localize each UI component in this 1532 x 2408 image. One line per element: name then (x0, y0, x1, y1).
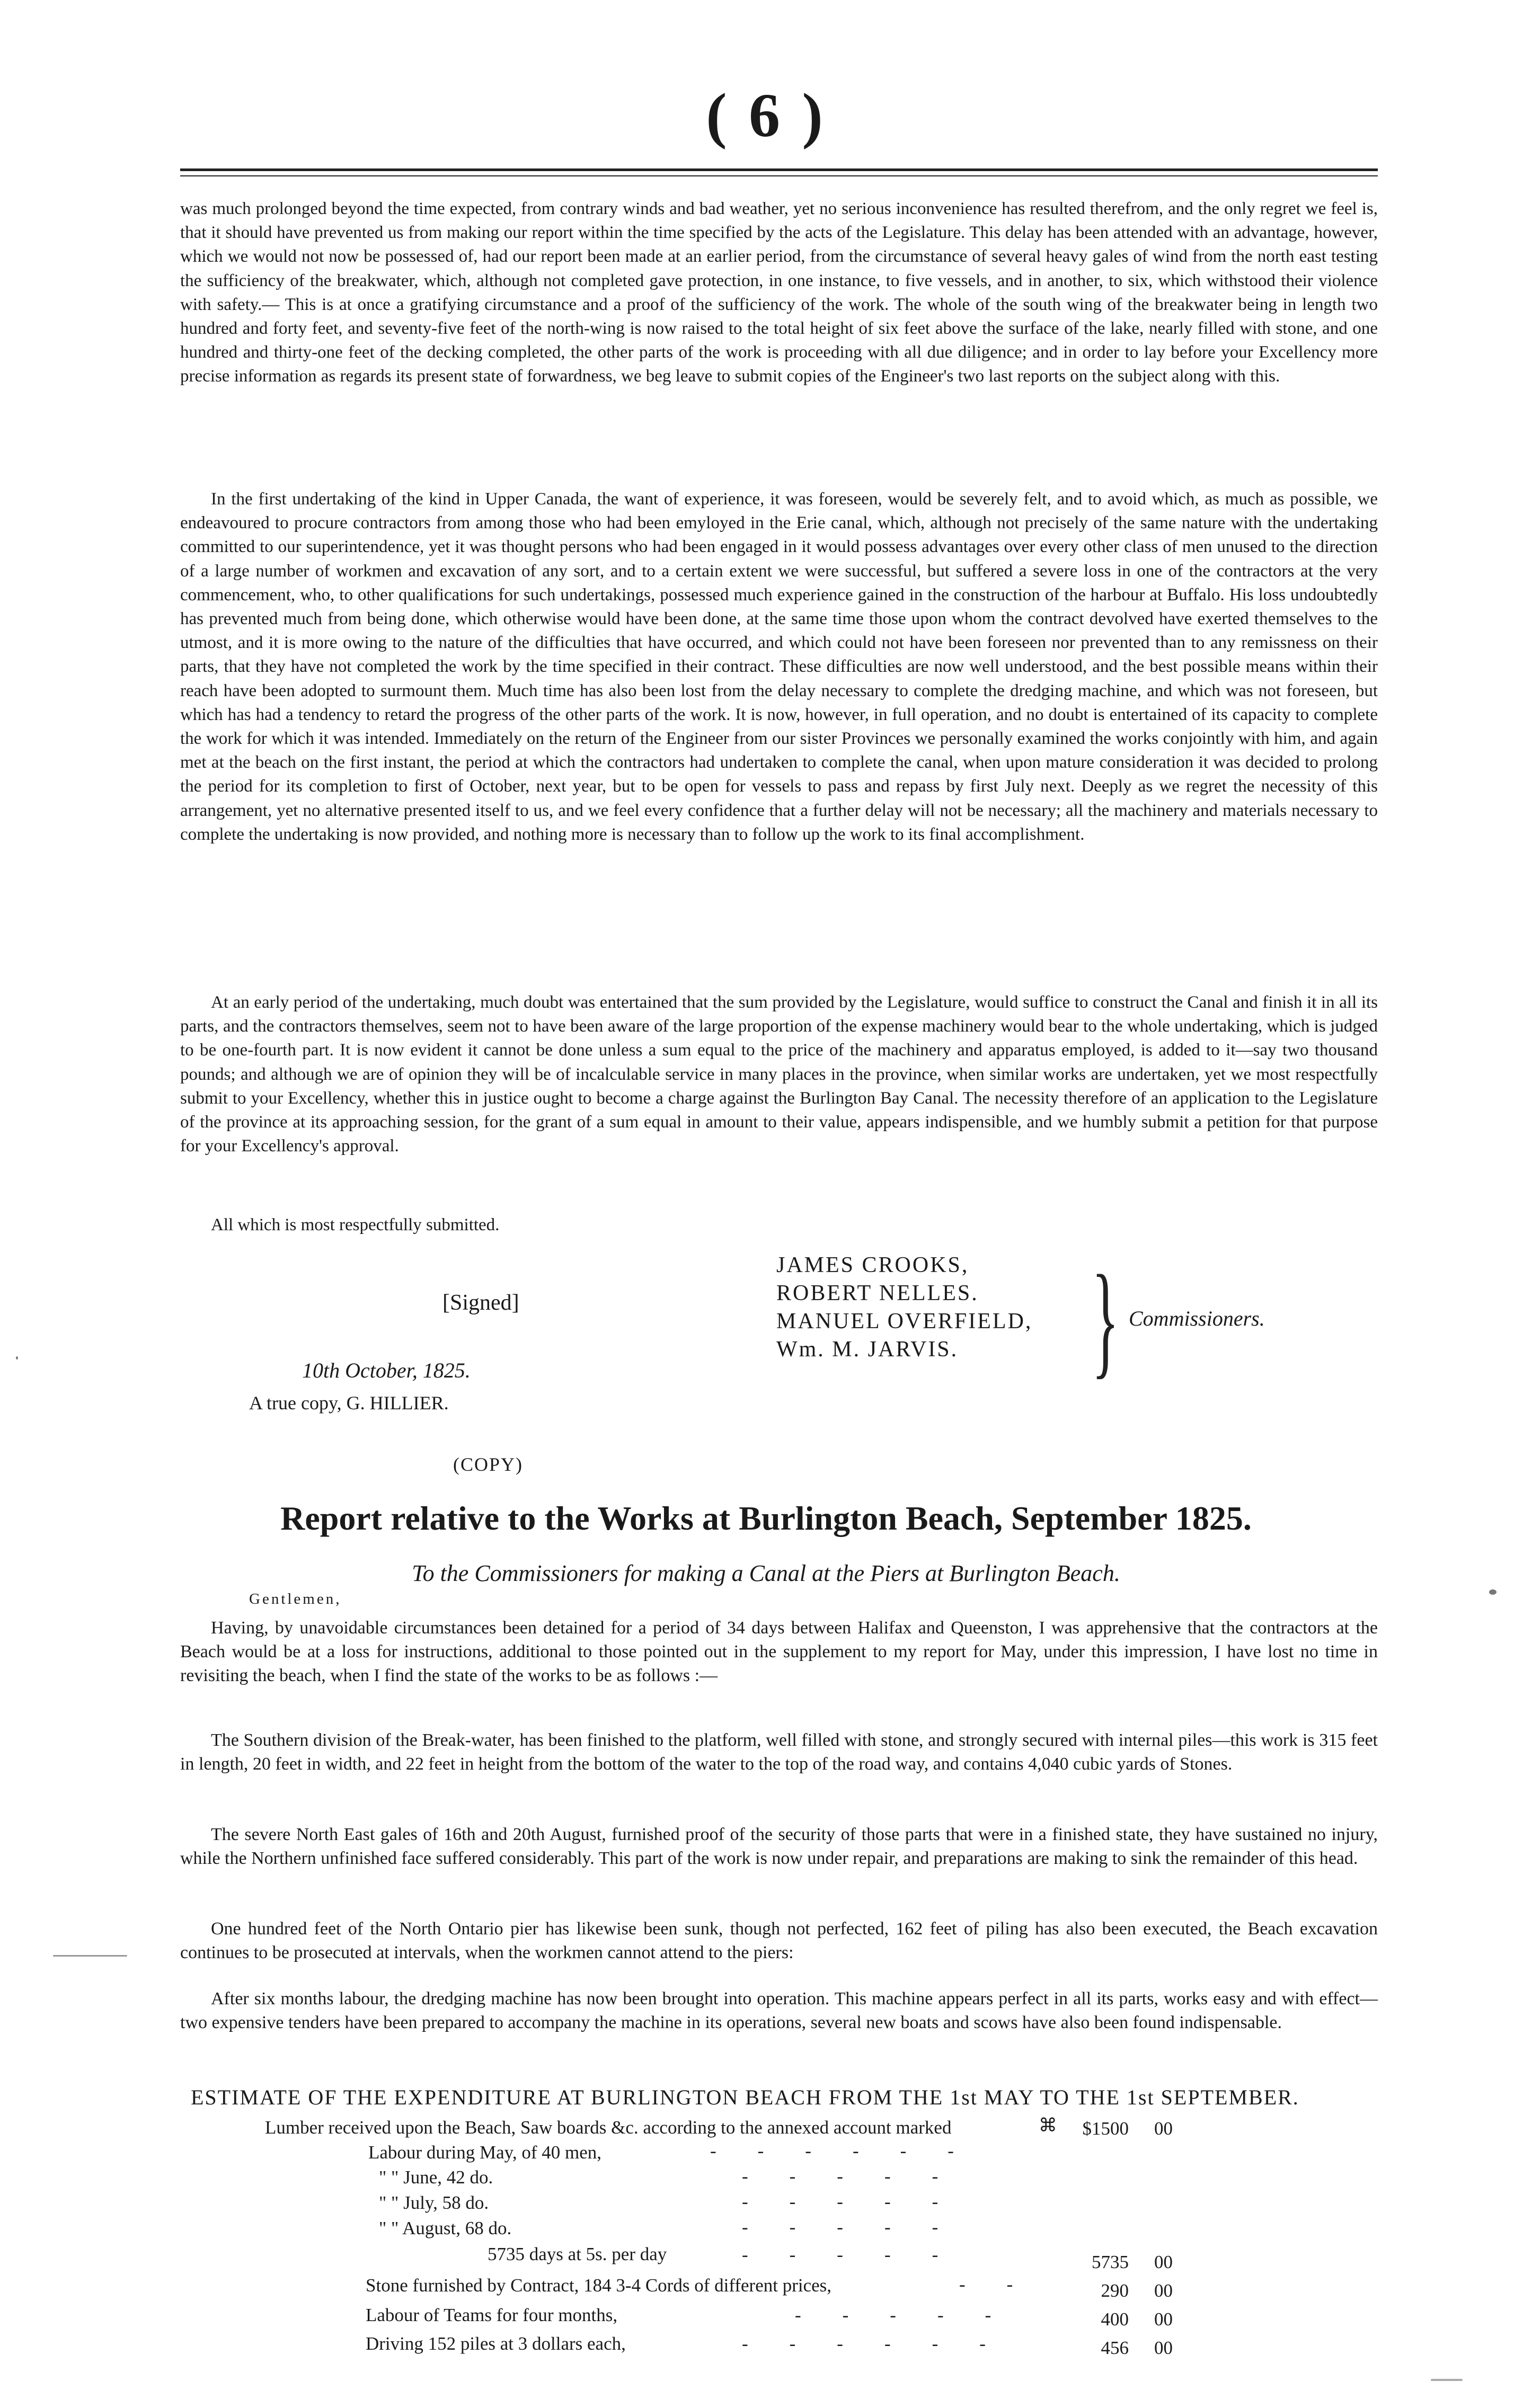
report-paragraph-3: The severe North East gales of 16th and 20th August, furnished proof of the security of those parts that were in a finished state, they have sustained no injury, while the Northern unfinished face suffered considerably. This part of the work is now under repair, and preparations are making to sink the remainder of this head. (180, 1825, 1378, 1868)
leader-dashes: ----- (742, 2191, 980, 2212)
top-rule-thick (180, 168, 1378, 171)
margin-speck (1431, 2379, 1463, 2381)
signature-names (776, 1251, 1032, 1364)
estimate-row-label: " " June, 42 do. (379, 2167, 493, 2188)
estimate-cents: 00 (1154, 2118, 1173, 2139)
salutation: Gentlemen, (249, 1590, 342, 1607)
estimate-dollars: 456 (1101, 2338, 1129, 2358)
estimate-row-label: Labour during May, of 40 men, (368, 2142, 601, 2163)
body-paragraph-3: At an early period of the undertaking, much doubt was entertained that the sum provided by the Legislature, would suffice to construct the Canal and finish it in all its parts, and the contractors themselves, seem not to have been aware of the large proportion of the expense machinery would bear to the whole undertaking, which is judged to be one-fourth part. It is now evident it cannot be done unless a sum equal to the price of the machinery and apparatus employed, is added to it—say two thousand pounds; and although we are of opinion they will be of incalculable service in many places in the province, when similar works are undertaken, yet we most respectfully submit to your Excellency, whether this in justice ought to become a charge against the Burlington Bay Canal. The necessity therefore of an application to the Legislature of the province at its approaching session, for the grant of a sum equal in amount to their value, appears indispensible, and we humbly submit a petition for that purpose for your Excellency's approval. (180, 993, 1378, 1156)
top-rule-thin (180, 175, 1378, 176)
leader-dashes: ------ (742, 2333, 1027, 2354)
leader-dashes: ----- (742, 2217, 980, 2237)
signature-name: ROBERT NELLES. (776, 1281, 979, 1305)
signed-label: [Signed] (442, 1291, 519, 1315)
leader-dashes: ----- (742, 2166, 980, 2187)
estimate-cents: 00 (1154, 2309, 1173, 2330)
estimate-row-label: " " August, 68 do. (379, 2218, 512, 2238)
leader-dashes: -- (959, 2274, 1055, 2295)
true-copy-line: A true copy, G. HILLIER. (249, 1392, 449, 1414)
estimate-dollars: 290 (1101, 2280, 1129, 2301)
estimate-dollars: 400 (1101, 2309, 1129, 2330)
estimate-dollars: $1500 (1082, 2118, 1129, 2139)
estimate-row-label: Stone furnished by Contract, 184 3-4 Cords of different prices, (366, 2275, 832, 2296)
estimate-row-label: Lumber received upon the Beach, Saw boards &c. according to the annexed account marked (265, 2117, 952, 2138)
report-paragraph-4: One hundred feet of the North Ontario pier has likewise been sunk, though not perfected, 162 feet of piling has also been executed, the Beach excavation continues to be prosecuted at intervals, when the workmen cannot attend to the piers: (180, 1919, 1378, 1962)
report-paragraph-5: After six months labour, the dredging machine has now been brought into operation. This machine appears perfect in all its parts, works easy and with effect—two expensive tenders have been prepared to accompany the machine in its operations, several new boats and scows have also been found indispensable. (180, 1989, 1378, 2032)
margin-speck (53, 1955, 127, 1957)
report-paragraph-1: Having, by unavoidable circumstances been detained for a period of 34 days between Halifax and Queenston, I was apprehensive that the contractors at the Beach would be at a loss for instructions, additional to those pointed out in the supplement to my report for May, under this impression, I have lost no time in revisiting the beach, when I find the state of the works to be as follows :— (180, 1618, 1378, 1685)
closing-line: All which is most respectfully submitted. (211, 1215, 500, 1234)
report-paragraph-2: The Southern division of the Break-water, has been finished to the platform, well filled with stone, and strongly secured with internal piles—this work is 315 feet in length, 20 feet in width, and 22 feet in height from the bottom of the water to the top of the road way, and contains 4,040 cubic yards of Stones. (180, 1730, 1378, 1774)
estimate-heading: ESTIMATE OF THE EXPENDITURE AT BURLINGTON BEACH FROM THE 1st MAY TO THE 1st SEPTEMBER. (191, 2085, 1299, 2109)
estimate-cents: 00 (1154, 2338, 1173, 2358)
estimate-row-label: Labour of Teams for four months, (366, 2305, 618, 2325)
margin-speck (1489, 1589, 1496, 1595)
leader-dashes: ------ (710, 2140, 995, 2161)
copy-label: (COPY) (453, 1454, 524, 1475)
signature-name: Wm. M. JARVIS. (776, 1337, 959, 1362)
estimate-cents: 00 (1154, 2252, 1173, 2272)
estimate-cents: 00 (1154, 2280, 1173, 2301)
estimate-row-label: " " July, 58 do. (379, 2192, 489, 2213)
report-subtitle: To the Commissioners for making a Canal at the Piers at Burlington Beach. (412, 1560, 1120, 1586)
signature-name: JAMES CROOKS, (776, 1253, 969, 1277)
body-paragraph-2: In the first undertaking of the kind in Upper Canada, the want of experience, it was foreseen, would be severely felt, and to avoid which, as much as possible, we endeavoured to procure contractors from among those who had been emyloyed in the Erie canal, which, although not precisely of the same nature with the undertaking committed to our superintendence, yet it was thought persons who had been engaged in it would possess advantages over every other class of men unused to the direction of a large number of workmen and excavation of any sort, and to a certain extent we were successful, but suffered a severe loss in one of the contractors at the very commencement, who, to other qualifications for such undertakings, possessed much experience gained in the construction of the harbour at Buffalo. His loss undoubtedly has prevented much from being done, which otherwise would have been done, at the same time those upon whom the contract devolved have exerted themselves to the utmost, and it is more owing to the nature of the difficulties that have occurred, and which could not have been foreseen nor prevented than to any remissness on their parts, that they have not completed the work by the time specified in their contract. These difficulties are now well understood, and the best possible means within their reach have been adopted to surmount them. Much time has also been lost from the delay necessary to complete the dredging machine, and which was not foreseen, but which has had a tendency to retard the progress of the other parts of the work. It is now, however, in full operation, and no doubt is entertained of its capacity to complete the work for which it was intended. Immediately on the return of the Engineer from our sister Provinces we personally examined the works conjointly with him, and again met at the beach on the first instant, the period at which the contractors had undertaken to complete the canal, when upon mature consideration it was decided to prolong the period for its completion to first of October, next year, but to be open for vessels to pass and repass by first July next. Deeply as we regret the necessity of this arrangement, yet no alternative presented itself to us, and we feel every confidence that a further delay will not be necessary; all the machinery and materials necessary to complete the undertaking is now provided, and nothing more is necessary than to follow up the work to its final accomplishment. (180, 490, 1378, 844)
account-mark-icon: ⌘ (1039, 2115, 1057, 2136)
signature-name: MANUEL OVERFIELD, (776, 1309, 1033, 1334)
estimate-dollars: 5735 (1092, 2252, 1129, 2272)
estimate-row-label: Driving 152 piles at 3 dollars each, (366, 2333, 626, 2354)
body-paragraph-1: was much prolonged beyond the time expected, from contrary winds and bad weather, yet no serious inconvenience has resulted therefrom, and the only regret we feel is, that it should have prevented us from making our report within the time specified by the acts of the Legislature. This delay has been attended with an advantage, however, which we would not now be possessed of, had our report been made at an earlier period, from the circumstance of several heavy gales of wind from the north east testing the sufficiency of the breakwater, which, although not completed gave protection, in one instance, to five vessels, and in another, to six, which withstood their violence with safety.— This is at once a gratifying circumstance and a proof of the sufficiency of the work. The whole of the south wing of the breakwater being in length two hundred and forty feet, and seventy-five feet of the north-wing is now raised to the total height of six feet above the surface of the lake, nearly filled with stone, and one hundred and thirty-one feet of the decking completed, the other parts of the work is proceeding with all due diligence; and in order to lay before your Excellency more precise information as regards its present state of forwardness, we beg leave to submit copies of the Engineer's two last reports on the subject along with this. (180, 199, 1378, 386)
margin-speck (16, 1356, 18, 1360)
commissioners-label: Commissioners. (1129, 1307, 1265, 1330)
brace-glyph: } (1092, 1249, 1119, 1390)
report-title: Report relative to the Works at Burlington Beach, September 1825. (280, 1499, 1252, 1537)
page-number: ( 6 ) (706, 81, 826, 150)
leader-dashes: ----- (742, 2244, 980, 2265)
signature-date: 10th October, 1825. (302, 1358, 471, 1382)
leader-dashes: ----- (795, 2305, 1033, 2325)
estimate-row-label: 5735 days at 5s. per day (488, 2244, 667, 2264)
